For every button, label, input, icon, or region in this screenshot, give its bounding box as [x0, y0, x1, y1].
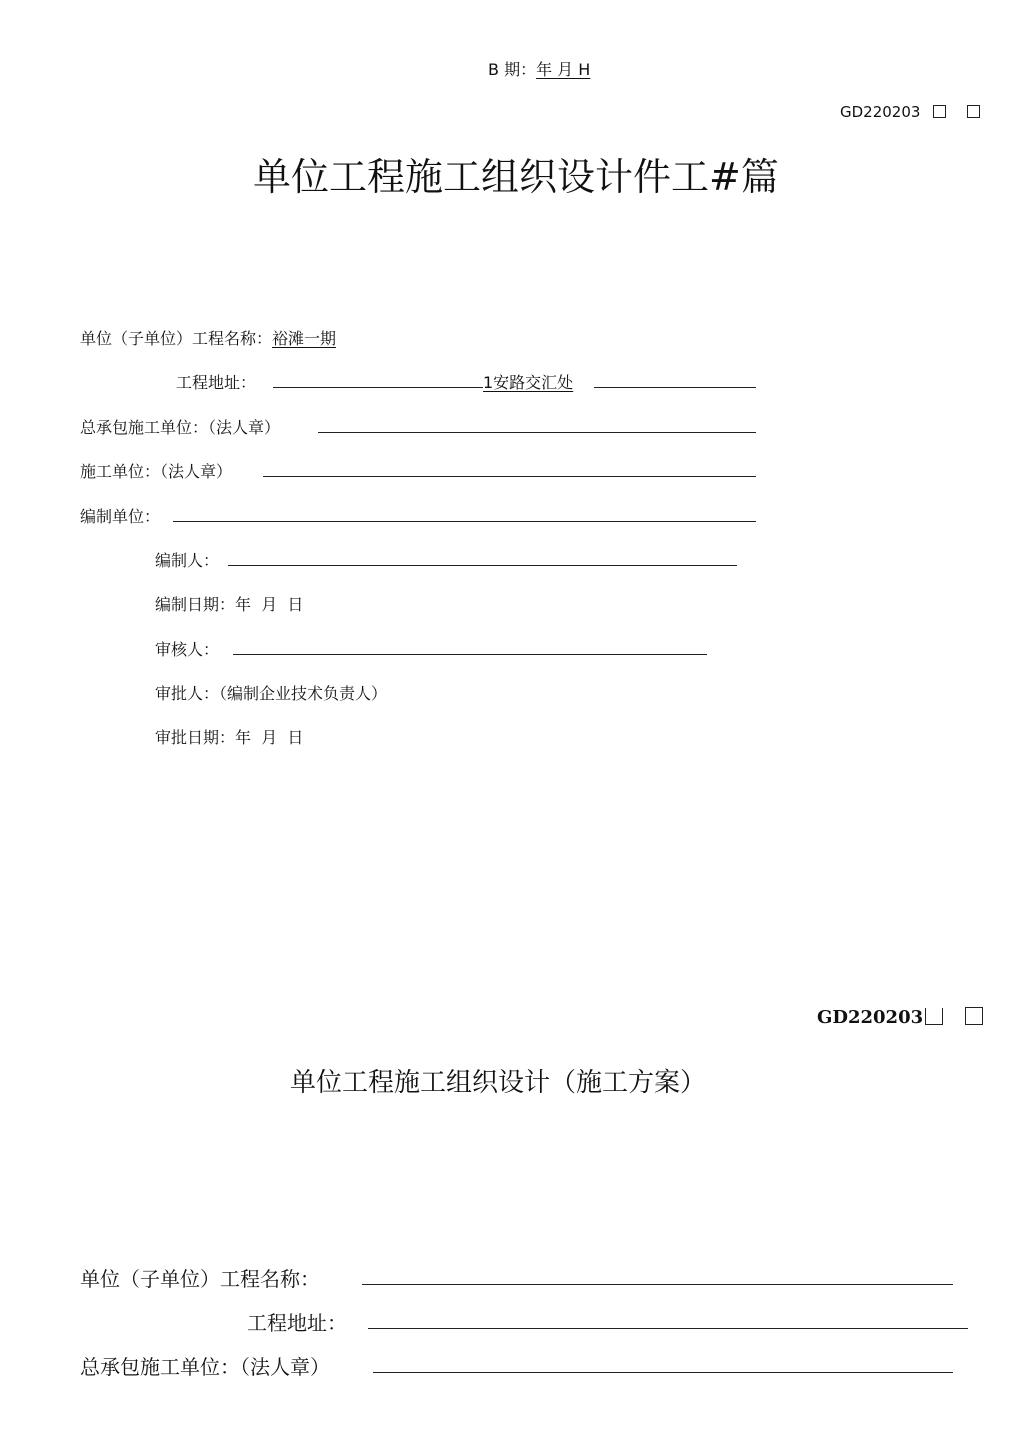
project-name-label: 单位（子单位）工程名称：	[80, 329, 273, 348]
reviewer-label: 审核人：	[155, 640, 220, 659]
compile-date-label: 编制日期：	[155, 595, 236, 614]
date-label: B 期：	[488, 60, 537, 79]
address-label: 工程地址：	[176, 373, 257, 392]
page-title: 单位工程施工组织设计件工#篇	[253, 155, 779, 199]
checkbox-3[interactable]	[925, 1008, 943, 1025]
date-value: 年 月 H	[536, 60, 591, 79]
page-2-project-name-label: 单位（子单位）工程名称：	[80, 1267, 320, 1291]
compiling-unit-input[interactable]	[173, 521, 756, 522]
general-contractor-label: 总承包施工单位：（法人章）	[80, 418, 281, 437]
page-2-title: 单位工程施工组织设计（施工方案）	[290, 1068, 707, 1098]
checkbox-1[interactable]	[933, 105, 946, 118]
contractor-label: 施工单位：（法人章）	[80, 462, 233, 481]
doc-code: GD220203	[840, 103, 921, 121]
approval-date-label: 审批日期：	[155, 728, 236, 747]
compiler-input[interactable]	[228, 565, 737, 566]
contractor-input[interactable]	[263, 476, 756, 477]
project-name-field	[80, 326, 336, 349]
doc-code-line-2	[817, 1007, 983, 1028]
page-2-address-input[interactable]	[368, 1328, 968, 1329]
approval-date-field	[155, 725, 303, 748]
address-value[interactable]: 1安路交汇处	[483, 373, 574, 392]
page-2-project-name-input[interactable]	[362, 1284, 953, 1285]
doc-code-2: GD220203	[817, 1007, 924, 1028]
project-name-value[interactable]: 裕滩一期	[272, 329, 337, 348]
general-contractor-input[interactable]	[318, 432, 756, 433]
compile-date-field	[155, 592, 303, 615]
checkbox-2[interactable]	[967, 105, 980, 118]
checkbox-4[interactable]	[965, 1007, 983, 1025]
reviewer-input[interactable]	[233, 654, 707, 655]
address-line-right	[594, 387, 756, 388]
compiling-unit-label: 编制单位：	[80, 507, 161, 526]
approval-date-value[interactable]: 年 月 日	[235, 728, 304, 747]
page-2-general-contractor-label: 总承包施工单位：（法人章）	[80, 1355, 330, 1379]
page-2-general-contractor-input[interactable]	[373, 1372, 953, 1373]
doc-code-line	[840, 103, 980, 121]
date-line	[488, 57, 590, 80]
address-line-left	[273, 387, 483, 388]
compile-date-value[interactable]: 年 月 日	[235, 595, 304, 614]
compiler-label: 编制人：	[155, 551, 220, 570]
page-2-address-label: 工程地址：	[247, 1311, 347, 1335]
approver-label: 审批人：（编制企业技术负责人）	[155, 684, 388, 703]
